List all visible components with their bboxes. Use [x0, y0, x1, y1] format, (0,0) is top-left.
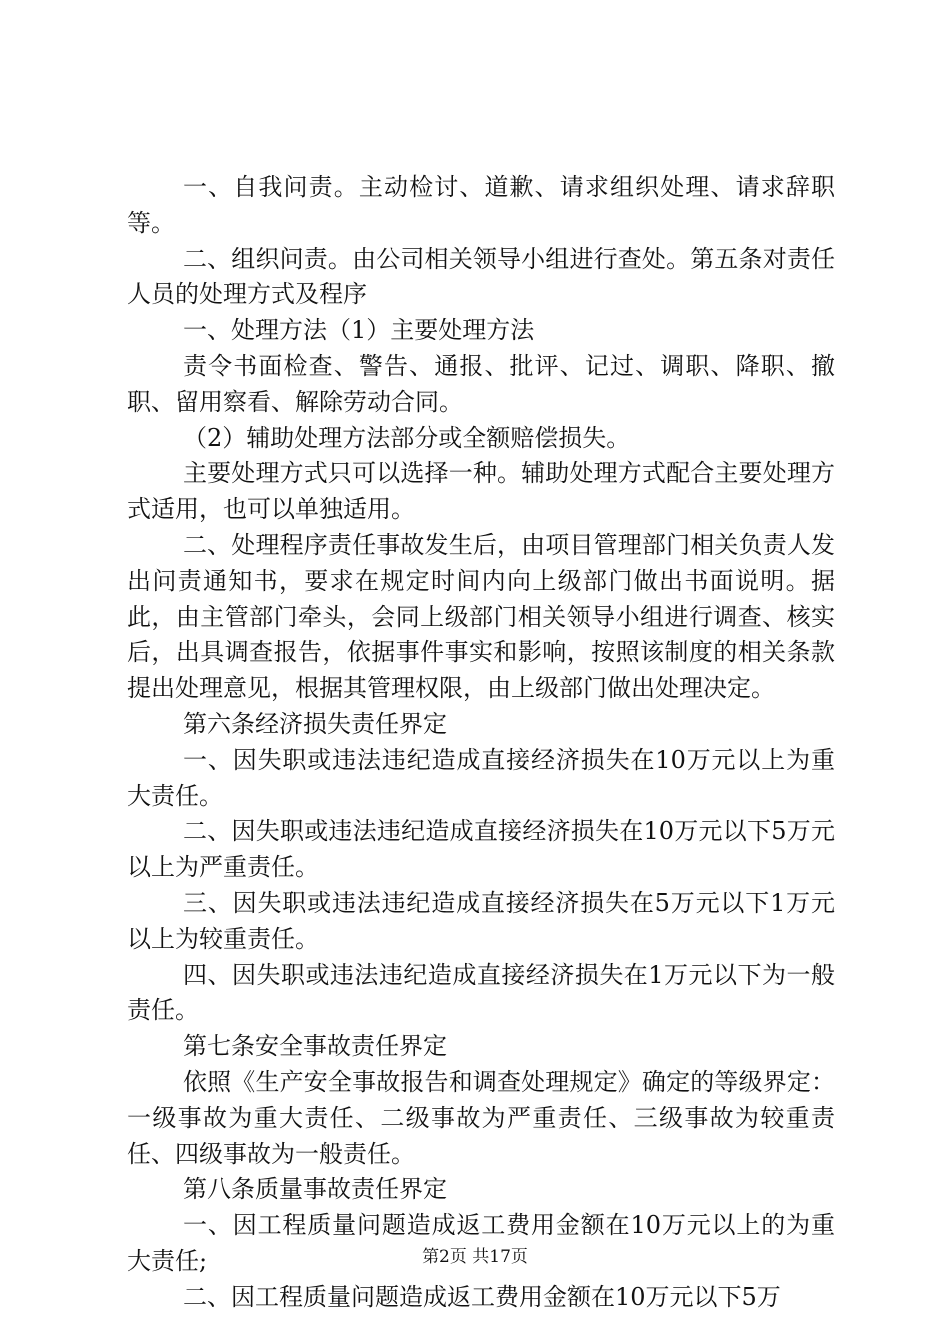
paragraph: 一、因工程质量问题造成返工费用金额在10万元以上的为重大责任;	[127, 1211, 835, 1275]
paragraph: 二、处理程序责任事故发生后，由项目管理部门相关负责人发出问责通知书，要求在规定时间内向上级部门做出书面说明。据此，由主管部门牵头，会同上级部门相关领导小组进行调查、核实后，出具调查报告，依据事件事实和影响，按照该制度的相关条款提出处理意见，根据其管理权限，由上级部门做出处理决定。	[127, 530, 835, 703]
paragraph: 二、组织问责。由公司相关领导小组进行查处。第五条对责任人员的处理方式及程序	[127, 244, 835, 309]
paragraph: 二、因工程质量问题造成返工费用金额在10万元以下5万	[183, 1282, 781, 1311]
section-heading: 第七条安全事故责任界定	[183, 1032, 447, 1061]
section-heading: 第六条经济损失责任界定	[183, 709, 447, 738]
paragraph: 一、处理方法（1）主要处理方法	[183, 316, 535, 345]
paragraph: 一、因失职或违法违纪造成直接经济损失在10万元以上为重大责任。	[127, 745, 835, 810]
paragraph: 主要处理方式只可以选择一种。辅助处理方式配合主要处理方式适用，也可以单独适用。	[127, 459, 835, 524]
document-body	[127, 170, 835, 1316]
paragraph: 一、自我问责。主动检讨、道歉、请求组织处理、请求辞职等。	[127, 173, 835, 237]
paragraph: 三、因失职或违法违纪造成直接经济损失在5万元以下1万元以上为较重责任。	[127, 888, 835, 953]
paragraph: （2）辅助处理方法部分或全额赔偿损失。	[183, 423, 631, 452]
paragraph: 四、因失职或违法违纪造成直接经济损失在1万元以下为一般责任。	[127, 960, 835, 1025]
page-number-footer: 第2页 共17页	[422, 1247, 528, 1267]
section-heading: 第八条质量事故责任界定	[183, 1175, 447, 1204]
paragraph: 责令书面检查、警告、通报、批评、记过、调职、降职、撤职、留用察看、解除劳动合同。	[127, 351, 835, 416]
paragraph: 依照《生产安全事故报告和调查处理规定》确定的等级界定：一级事故为重大责任、二级事故为严重责任、三级事故为较重责任、四级事故为一般责任。	[127, 1067, 835, 1168]
paragraph: 二、因失职或违法违纪造成直接经济损失在10万元以下5万元以上为严重责任。	[127, 817, 835, 882]
